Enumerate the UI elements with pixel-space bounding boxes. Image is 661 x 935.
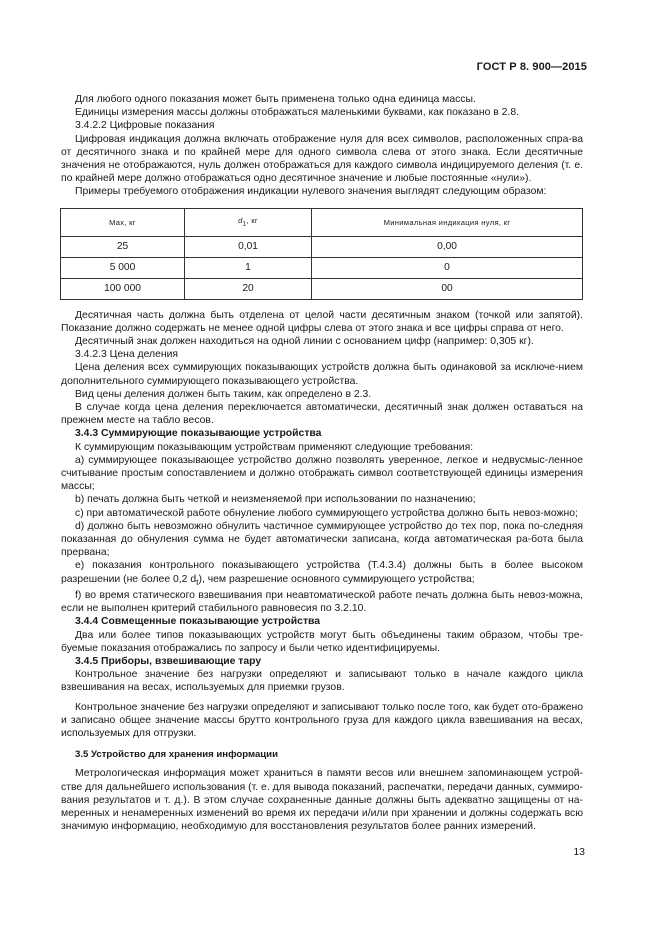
- paragraph: Десятичная часть должна быть отделена от целой части десятичным знаком (точкой или запятой). Показание должно содержать не менее одной цифры слева от этого знака и все цифры справа от него.: [61, 309, 583, 334]
- list-item-e-text-end: ), чем разрешение основного суммирующего устройства;: [198, 573, 475, 585]
- table-cell: 00: [312, 278, 583, 299]
- paragraph: Цифровая индикация должна включать отображение нуля для всех символов, расположенных спра-ва от десятичного знака и по крайней мере для одного символа слева от этого знака. Если десятичные значения не отображаются, нуль должен отображаться для каждого символа индицируемого деления (т. е. по крайней мере должно отображаться одно десятичное значение и любые постоянные «нули»).: [61, 133, 583, 185]
- list-item: [61, 559, 583, 588]
- table-cell: 0,00: [312, 236, 583, 257]
- table-cell: 0: [312, 257, 583, 278]
- paragraph: Контрольное значение без нагрузки определяют и записывают только после того, как будет ото-бражено и записано общее значение массы брутто контрольного груза для каждого цикла взвешивания на весах, используемых для отгрузки.: [61, 701, 583, 739]
- paragraph: Вид цены деления должен быть таким, как определено в 2.3.: [75, 388, 372, 400]
- d-symbol: d: [238, 215, 243, 225]
- paragraph: Примеры требуемого отображения индикации нулевого значения выглядят следующим образом:: [75, 186, 547, 198]
- list-item: d) должно быть невозможно обнулить частичное суммирующее устройство до тех пор, пока по-следняя показанная до обнуления сумма не будет автоматически записана, когда автоматическая ра-бота была прервана;: [61, 520, 583, 559]
- list-item-e-text: е) показания контрольного показывающего устройства (Т.4.3.4) должны быть в более высоком разрешении (не более 0,2 d: [61, 560, 583, 585]
- zero-indication-table: [60, 208, 583, 300]
- list-item: с) при автоматической работе обнуление любого суммирующего устройства должно быть невоз-можно;: [75, 507, 578, 519]
- list-item: b) печать должна быть четкой и неизменяемой при использовании по назначению;: [75, 494, 476, 506]
- table-header-row: [61, 208, 583, 236]
- subsection-heading: 3.4.2.2 Цифровые показания: [75, 120, 215, 132]
- table-header-min-zero: Минимальная индикация нуля, кг: [312, 208, 583, 236]
- d-unit: , кг: [246, 215, 258, 225]
- document-header: ГОСТ Р 8. 900—2015: [476, 61, 587, 73]
- table-row: [61, 278, 583, 299]
- table-cell: 1: [185, 257, 312, 278]
- subsection-heading: 3.4.2.3 Цена деления: [75, 349, 179, 361]
- paragraph: Для любого одного показания может быть применена только одна единица массы.: [75, 94, 476, 105]
- paragraph: В случае когда цена деления переключается автоматически, десятичный знак должен оставаться на прежнем месте на табло весов.: [61, 402, 583, 427]
- table-cell: 0,01: [185, 236, 312, 257]
- list-item-e-subscript: t: [196, 576, 199, 587]
- table-cell: 20: [185, 278, 312, 299]
- section-heading-35: 3.5 Устройство для хранения информации: [75, 749, 278, 761]
- list-item: f) во время статического взвешивания при неавтоматической работе печать должна быть невоз-можна, если не выполнен критерий стабильного равновесия по 3.2.10.: [61, 589, 583, 615]
- paragraph: Цена деления всех суммирующих показывающих устройств должна быть одинаковой за исключе-нием дополнительного суммирующего показывающего устройства.: [61, 362, 583, 387]
- paragraph: Десятичный знак должен находиться на одной линии с основанием цифр (например: 0,305 кг).: [75, 336, 534, 348]
- section-heading-343: 3.4.3 Суммирующие показывающие устройства: [75, 428, 322, 440]
- paragraph: Единицы измерения массы должны отображаться маленькими буквами, как показано в 2.8.: [75, 107, 519, 119]
- table-cell: 25: [61, 236, 185, 257]
- paragraph: Контрольное значение без нагрузки определяют и записывают только в начале каждого цикла взвешивания на весах, используемых для приемки грузов.: [61, 669, 583, 694]
- paragraph: К суммирующим показывающим устройствам применяют следующие требования:: [75, 441, 474, 453]
- paragraph: Два или более типов показывающих устройств могут быть объединены таким образом, чтобы тре-буемые показания отображались по запросу и были четко идентифицируемы.: [61, 629, 583, 654]
- table-cell: 100 000: [61, 278, 185, 299]
- table-row: [61, 257, 583, 278]
- list-item: а) суммирующее показывающее устройство должно позволять уверенное, легкое и недвусмыс-ленное считывание простым сопоставлением и должно отображать символ соответствующей единицы измерения массы;: [61, 454, 583, 493]
- section-heading-345: 3.4.5 Приборы, взвешивающие тару: [75, 655, 262, 667]
- d-subscript: 1: [242, 220, 247, 228]
- table-row: [61, 236, 583, 257]
- page-body: [61, 93, 583, 833]
- table-header-d1: [185, 208, 312, 236]
- table-cell: 5 000: [61, 257, 185, 278]
- page-number: 13: [573, 846, 585, 858]
- section-heading-344: 3.4.4 Совмещенные показывающие устройства: [75, 616, 321, 628]
- paragraph: Метрологическая информация может храниться в памяти весов или внешнем запоминающем устрой-стве для дальнейшего использования (т. е. для вывода показаний, распечатки, передачи данных, суммиро-вания результатов и т. д.). В этом случае сохраненные данные должны быть адекватно защищены от на-меренных и ненамеренных изменений во время их передачи и/или при хранении и должны содержать всю значимую информацию, необходимую для восстановления результатов более ранних измерений.: [61, 768, 583, 833]
- table-header-max: Max, кг: [61, 208, 185, 236]
